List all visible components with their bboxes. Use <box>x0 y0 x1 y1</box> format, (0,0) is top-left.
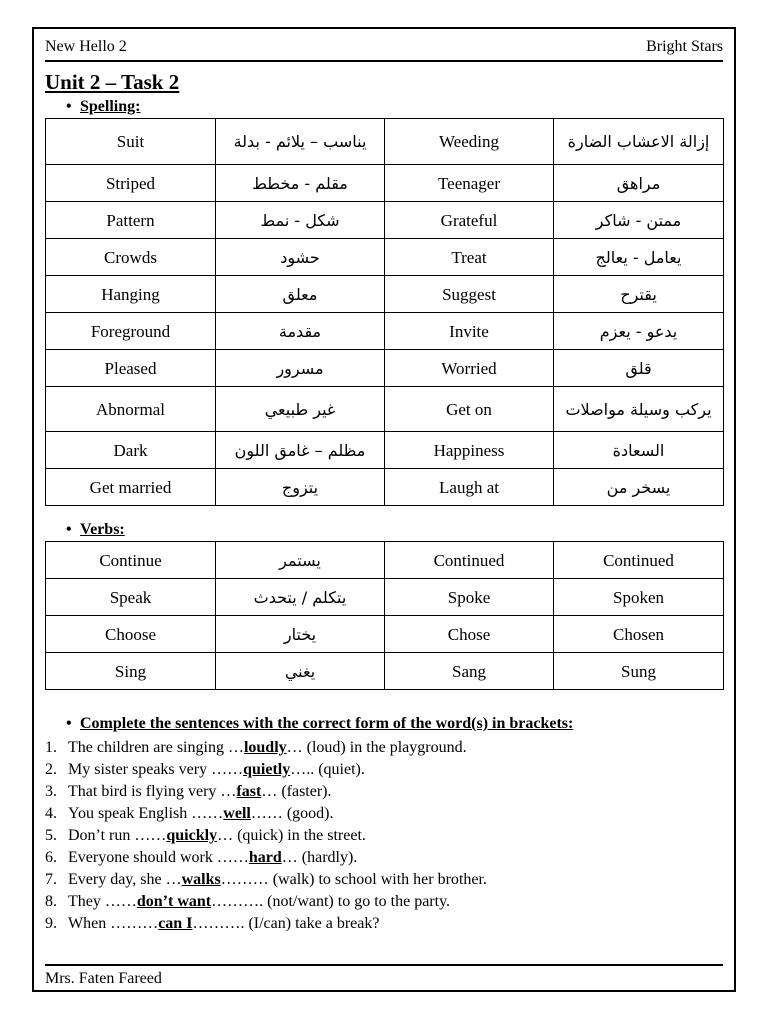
sentence-text: Everyone should work …… <box>68 849 249 866</box>
english-word-cell: Choose <box>46 616 216 653</box>
english-word-cell: Pattern <box>46 202 216 239</box>
exercise-item <box>68 847 487 869</box>
sentence-text: … (faster). <box>261 783 332 800</box>
arabic-meaning-cell: حشود <box>216 239 385 276</box>
exercise-heading: • Complete the sentences with the correct form of the word(s) in brackets: <box>66 715 574 732</box>
sentence-text: ………. (not/want) to go to the party. <box>211 893 451 910</box>
arabic-meaning-cell: يستمر <box>216 542 385 579</box>
sentence-text: You speak English …… <box>68 805 224 822</box>
exercise-item <box>68 759 487 781</box>
table-row <box>46 432 724 469</box>
english-word-cell: Chose <box>385 616 554 653</box>
arabic-meaning-cell: قلق <box>554 350 724 387</box>
sentence-text: When ……… <box>68 915 159 932</box>
spelling-heading: • Spelling: <box>66 98 141 115</box>
exercise-list <box>45 737 487 935</box>
verbs-table <box>45 541 724 690</box>
arabic-meaning-cell: يتزوج <box>216 469 385 506</box>
arabic-meaning-cell: مراهق <box>554 165 724 202</box>
arabic-meaning-cell: غير طبيعي <box>216 387 385 432</box>
sentence-text: ……… (walk) to school with her brother. <box>220 871 487 888</box>
footer-author: Mrs. Faten Fareed <box>45 970 162 987</box>
english-word-cell: Foreground <box>46 313 216 350</box>
sentence-text: That bird is flying very … <box>68 783 237 800</box>
sentence-text: …… (good). <box>250 805 334 822</box>
arabic-meaning-cell: يناسب – يلائم - بدلة <box>216 119 385 165</box>
table-row <box>46 387 724 432</box>
page-header <box>45 38 723 62</box>
english-word-cell: Get on <box>385 387 554 432</box>
table-row <box>46 119 724 165</box>
english-word-cell: Abnormal <box>46 387 216 432</box>
answer-text: loudly <box>243 739 287 756</box>
english-word-cell: Weeding <box>385 119 554 165</box>
sentence-text: Every day, she … <box>68 871 182 888</box>
english-word-cell: Striped <box>46 165 216 202</box>
sentence-text: … (hardly). <box>281 849 358 866</box>
page-footer <box>45 964 723 988</box>
sentence-text: … (loud) in the playground. <box>286 739 467 756</box>
english-word-cell: Chosen <box>554 616 724 653</box>
table-row <box>46 616 724 653</box>
exercise-item <box>68 891 487 913</box>
table-row <box>46 469 724 506</box>
answer-text: hard <box>248 849 282 866</box>
sentence-text: My sister speaks very …… <box>68 761 244 778</box>
sentence-text: Don’t run …… <box>68 827 167 844</box>
arabic-meaning-cell: يركب وسيلة مواصلات <box>554 387 724 432</box>
page-title: Unit 2 – Task 2 <box>45 70 180 94</box>
spelling-table <box>45 118 724 506</box>
arabic-meaning-cell: مظلم – غامق اللون <box>216 432 385 469</box>
arabic-meaning-cell: معلق <box>216 276 385 313</box>
english-word-cell: Suit <box>46 119 216 165</box>
table-row <box>46 239 724 276</box>
header-left: New Hello 2 <box>45 38 127 55</box>
english-word-cell: Grateful <box>385 202 554 239</box>
table-row <box>46 350 724 387</box>
english-word-cell: Spoken <box>554 579 724 616</box>
arabic-meaning-cell: يختار <box>216 616 385 653</box>
english-word-cell: Happiness <box>385 432 554 469</box>
arabic-meaning-cell: مقدمة <box>216 313 385 350</box>
bullet-icon: • <box>66 715 72 732</box>
english-word-cell: Sing <box>46 653 216 690</box>
english-word-cell: Continued <box>385 542 554 579</box>
english-word-cell: Speak <box>46 579 216 616</box>
exercise-item <box>68 825 487 847</box>
arabic-meaning-cell: يدعو - يعزم <box>554 313 724 350</box>
bullet-icon: • <box>66 98 72 115</box>
arabic-meaning-cell: يغني <box>216 653 385 690</box>
english-word-cell: Spoke <box>385 579 554 616</box>
table-row <box>46 202 724 239</box>
arabic-meaning-cell: مسرور <box>216 350 385 387</box>
exercise-item <box>68 913 487 935</box>
verbs-heading: • Verbs: <box>66 521 125 538</box>
arabic-meaning-cell: يتكلم / يتحدث <box>216 579 385 616</box>
answer-text: quickly <box>166 827 218 844</box>
arabic-meaning-cell: شكل - نمط <box>216 202 385 239</box>
exercise-item <box>68 737 487 759</box>
english-word-cell: Worried <box>385 350 554 387</box>
arabic-meaning-cell: يعامل - يعالج <box>554 239 724 276</box>
answer-text: don’t want <box>136 893 212 910</box>
table-row <box>46 313 724 350</box>
english-word-cell: Sung <box>554 653 724 690</box>
answer-text: quietly <box>243 761 291 778</box>
table-row <box>46 542 724 579</box>
arabic-meaning-cell: يسخر من <box>554 469 724 506</box>
exercise-item <box>68 781 487 803</box>
sentence-text: ………. (I/can) take a break? <box>192 915 380 932</box>
answer-text: well <box>223 805 251 822</box>
english-word-cell: Crowds <box>46 239 216 276</box>
answer-text: fast <box>236 783 262 800</box>
answer-text: can I <box>158 915 193 932</box>
english-word-cell: Suggest <box>385 276 554 313</box>
english-word-cell: Teenager <box>385 165 554 202</box>
sentence-text: The children are singing … <box>68 739 244 756</box>
table-row <box>46 276 724 313</box>
sentence-text: … (quick) in the street. <box>217 827 366 844</box>
english-word-cell: Get married <box>46 469 216 506</box>
arabic-meaning-cell: السعادة <box>554 432 724 469</box>
header-right: Bright Stars <box>646 38 723 55</box>
arabic-meaning-cell: ممتن - شاكر <box>554 202 724 239</box>
answer-text: walks <box>181 871 221 888</box>
arabic-meaning-cell: إزالة الاعشاب الضارة <box>554 119 724 165</box>
exercise-item <box>68 869 487 891</box>
table-row <box>46 165 724 202</box>
english-word-cell: Continued <box>554 542 724 579</box>
sentence-text: ….. (quiet). <box>290 761 365 778</box>
arabic-meaning-cell: مقلم - مخطط <box>216 165 385 202</box>
table-row <box>46 653 724 690</box>
english-word-cell: Treat <box>385 239 554 276</box>
english-word-cell: Dark <box>46 432 216 469</box>
english-word-cell: Invite <box>385 313 554 350</box>
english-word-cell: Sang <box>385 653 554 690</box>
english-word-cell: Continue <box>46 542 216 579</box>
bullet-icon: • <box>66 521 72 538</box>
arabic-meaning-cell: يقترح <box>554 276 724 313</box>
english-word-cell: Laugh at <box>385 469 554 506</box>
table-row <box>46 579 724 616</box>
sentence-text: They …… <box>68 893 137 910</box>
english-word-cell: Hanging <box>46 276 216 313</box>
english-word-cell: Pleased <box>46 350 216 387</box>
exercise-item <box>68 803 487 825</box>
